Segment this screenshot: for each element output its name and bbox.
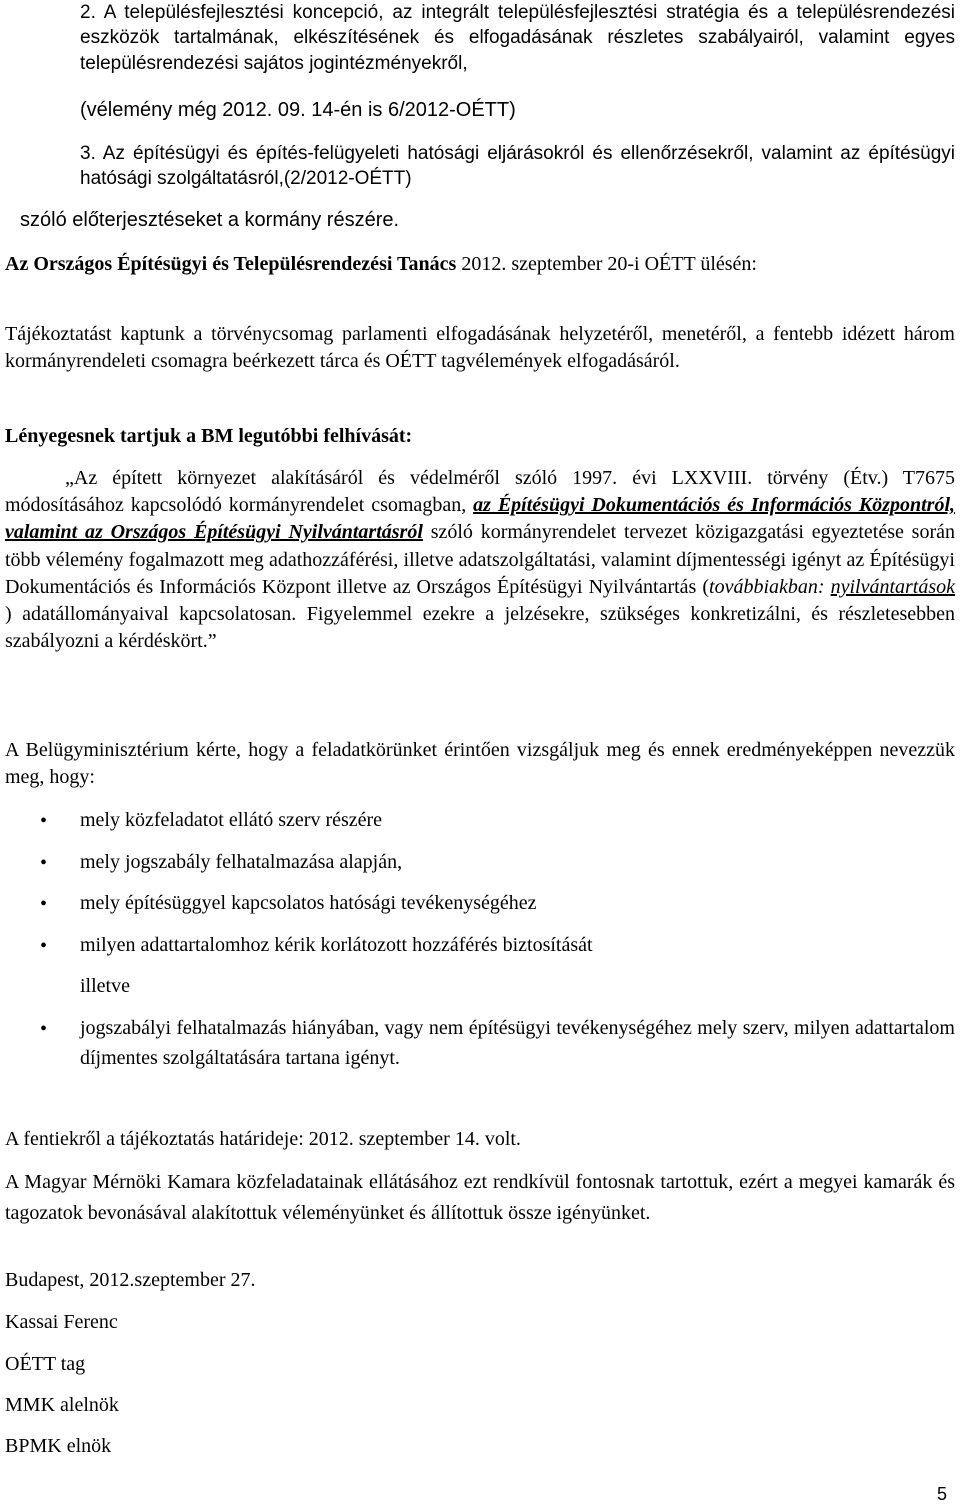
mmk-paragraph: A Magyar Mérnöki Kamara közfeladatainak ellátásához ezt rendkívül fontosnak tartottuk, ezért a megyei kamarák és tagozatok bevonásával alakítottuk véleményünket és állítottuk össze igényünket. bbox=[5, 1171, 955, 1224]
quote-italic-underlined: nyilvántartások bbox=[830, 575, 956, 598]
bullet-item-4: milyen adattartalomhoz kérik korlátozott hozzáférés biztosítását bbox=[80, 934, 593, 956]
bullet-item-1: mely közfeladatot ellátó szerv részére bbox=[80, 809, 383, 831]
council-name: Az Országos Építésügyi és Településrendezési Tanács bbox=[5, 253, 457, 275]
bullet-icon: • bbox=[40, 1018, 48, 1040]
bullet-item-3: mely építésüggyel kapcsolatos hatósági tevékenységéhez bbox=[80, 892, 537, 914]
bm-heading: Lényegesnek tartjuk a BM legutóbbi felhívását: bbox=[5, 425, 413, 447]
council-heading bbox=[5, 251, 955, 278]
signature-title-1: OÉTT tag bbox=[5, 1353, 86, 1375]
signature-title-2: MMK alelnök bbox=[5, 1394, 119, 1416]
bullet-icon: • bbox=[40, 893, 48, 915]
deadline-line: A fentiekről a tájékoztatás határideje: 2012. szeptember 14. volt. bbox=[5, 1128, 521, 1150]
quote-paragraph bbox=[5, 465, 955, 655]
bullet-item-5: jogszabályi felhatalmazás hiányában, vagy nem építésügyi tevékenységéhez mely szerv, milyen adattartalom díjmentes szolgáltatására tartana igényt. bbox=[80, 1017, 955, 1069]
quote-part-1: „Az épített környezet alakításáról és védelméről szóló 1997. évi LXXVIII. törvény (Étv.) T7675 módosításához kapcsolódó kormányrendelet csomagban, bbox=[5, 467, 955, 517]
place-date: Budapest, 2012.szeptember 27. bbox=[5, 1269, 256, 1291]
council-meeting: 2012. szeptember 20-i OÉTT ülésén: bbox=[456, 253, 757, 275]
bm-request-paragraph: A Belügyminisztérium kérte, hogy a feladatkörünket érintően vizsgáljuk meg és ennek eredményeképpen nevezzük meg, hogy: bbox=[5, 739, 955, 788]
bullet-icon: • bbox=[40, 935, 48, 957]
quote-part-7: ) adatállományaival kapcsolatosan. Figyelemmel ezekre a jelzésekre, szükséges konkretizálni, és részletesebben szabályozni a kérdéskört.” bbox=[5, 603, 955, 653]
bullet-icon: • bbox=[40, 810, 48, 832]
szolo-line: szóló előterjesztéseket a kormány részére. bbox=[20, 209, 400, 231]
signature-title-3: BPMK elnök bbox=[5, 1435, 112, 1457]
item-3-text: 3. Az építésügyi és építés-felügyeleti hatósági eljárásokról és ellenőrzésekről, valamint az építésügyi hatósági szolgáltatásról,(2/2012-OÉTT) bbox=[80, 143, 955, 190]
quote-emphasis: az Építésügyi Dokumentációs és Információs Központról, valamint az Országos Építésügyi Nyilvántartásról bbox=[5, 494, 956, 544]
info-paragraph: Tájékoztatást kaptunk a törvénycsomag parlamenti elfogadásának helyzetéről, menetéről, a fentebb idézett három kormányrendeleti csomagra beérkezett tárca és OÉTT tagvélemények elfogadásáról. bbox=[5, 323, 955, 372]
page-number: 5 bbox=[937, 1484, 948, 1504]
item-2-note: (vélemény még 2012. 09. 14-én is 6/2012-OÉTT) bbox=[80, 99, 516, 121]
item-2-text: 2. A településfejlesztési koncepció, az integrált településfejlesztési stratégia és a településrendezési eszközök tartalmának, elkészítésének és elfogadásának részletes szabályairól, valamint egyes településrendezési sajátos jogintézményekről, bbox=[80, 2, 955, 74]
bullet-icon: • bbox=[40, 852, 48, 874]
quote-part-3: szóló kormányrendelet tervezet közigazgatási egyeztetése során több vélemény fogalmazott meg adathozzáférési, illetve adatszolgáltatási, valamint díjmentességi igényt az Építésügyi Dokumentációs és Információs Központ illetve az Országos Építésügyi Nyilvántartás ( bbox=[5, 521, 955, 598]
illetve-line: illetve bbox=[80, 975, 130, 997]
bullet-item-2: mely jogszabály felhatalmazása alapján, bbox=[80, 851, 403, 873]
signature-name: Kassai Ferenc bbox=[5, 1311, 118, 1333]
quote-italic: továbbiakban: bbox=[709, 575, 825, 598]
